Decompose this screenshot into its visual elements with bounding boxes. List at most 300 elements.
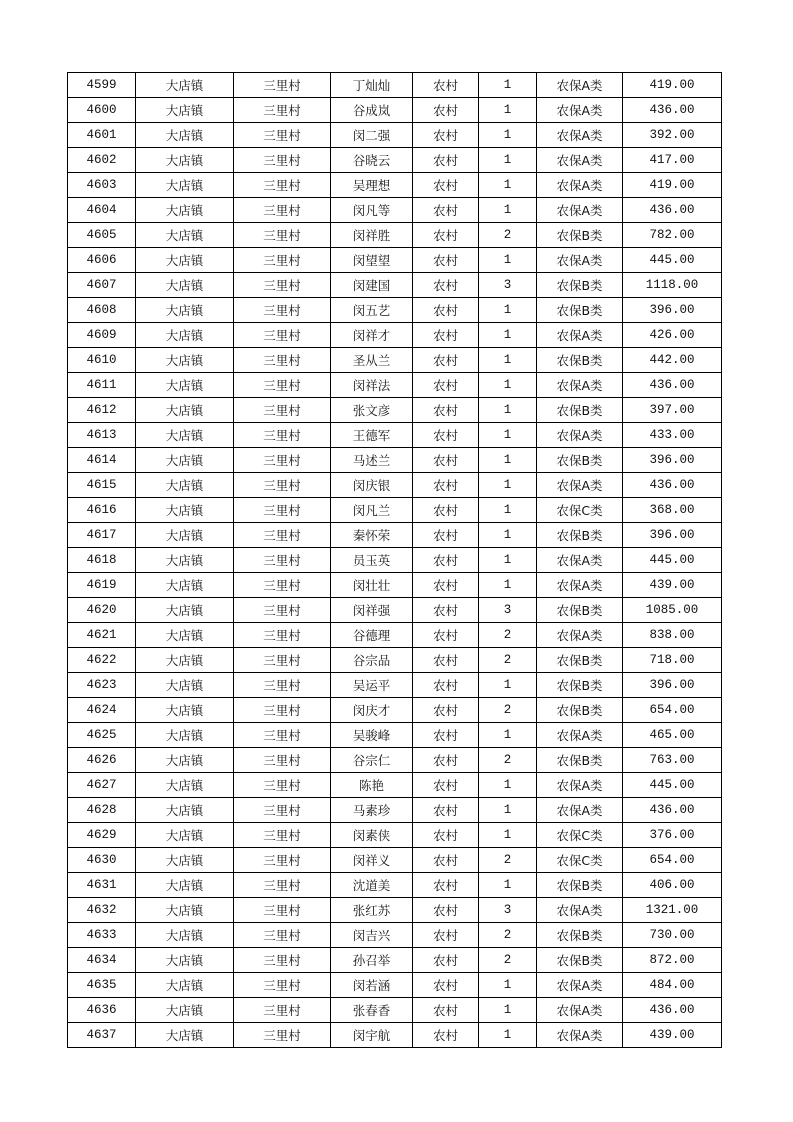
residence-type-cell: 农村 xyxy=(413,373,479,398)
person-name-cell: 闵祥才 xyxy=(331,323,413,348)
table-row xyxy=(68,348,722,373)
person-name-cell: 圣从兰 xyxy=(331,348,413,373)
person-name-cell: 吴骏峰 xyxy=(331,723,413,748)
row-number-cell: 4609 xyxy=(68,323,136,348)
table-row xyxy=(68,473,722,498)
amount-cell: 838.00 xyxy=(623,623,722,648)
household-size-cell: 1 xyxy=(479,723,537,748)
person-name-cell: 张春香 xyxy=(331,998,413,1023)
village-cell: 三里村 xyxy=(234,923,331,948)
amount-cell: 396.00 xyxy=(623,448,722,473)
insurance-category-cell: 农保B类 xyxy=(537,748,623,773)
household-size-cell: 2 xyxy=(479,223,537,248)
person-name-cell: 谷成岚 xyxy=(331,98,413,123)
person-name-cell: 闵素侠 xyxy=(331,823,413,848)
row-number-cell: 4632 xyxy=(68,898,136,923)
insurance-category-cell: 农保A类 xyxy=(537,148,623,173)
town-cell: 大店镇 xyxy=(136,898,234,923)
insurance-category-cell: 农保C类 xyxy=(537,823,623,848)
village-cell: 三里村 xyxy=(234,648,331,673)
town-cell: 大店镇 xyxy=(136,448,234,473)
village-cell: 三里村 xyxy=(234,823,331,848)
amount-cell: 396.00 xyxy=(623,523,722,548)
town-cell: 大店镇 xyxy=(136,1023,234,1048)
household-size-cell: 3 xyxy=(479,598,537,623)
residence-type-cell: 农村 xyxy=(413,573,479,598)
household-size-cell: 1 xyxy=(479,248,537,273)
amount-cell: 445.00 xyxy=(623,248,722,273)
amount-cell: 436.00 xyxy=(623,798,722,823)
village-cell: 三里村 xyxy=(234,198,331,223)
amount-cell: 406.00 xyxy=(623,873,722,898)
person-name-cell: 闵吉兴 xyxy=(331,923,413,948)
row-number-cell: 4633 xyxy=(68,923,136,948)
person-name-cell: 闵祥法 xyxy=(331,373,413,398)
residence-type-cell: 农村 xyxy=(413,173,479,198)
household-size-cell: 2 xyxy=(479,848,537,873)
amount-cell: 433.00 xyxy=(623,423,722,448)
row-number-cell: 4631 xyxy=(68,873,136,898)
insurance-category-cell: 农保A类 xyxy=(537,248,623,273)
table-row xyxy=(68,698,722,723)
town-cell: 大店镇 xyxy=(136,398,234,423)
row-number-cell: 4614 xyxy=(68,448,136,473)
residence-type-cell: 农村 xyxy=(413,448,479,473)
insurance-category-cell: 农保B类 xyxy=(537,448,623,473)
row-number-cell: 4618 xyxy=(68,548,136,573)
table-row xyxy=(68,498,722,523)
village-cell: 三里村 xyxy=(234,173,331,198)
household-size-cell: 3 xyxy=(479,273,537,298)
table-row xyxy=(68,373,722,398)
table-row xyxy=(68,548,722,573)
row-number-cell: 4625 xyxy=(68,723,136,748)
row-number-cell: 4613 xyxy=(68,423,136,448)
town-cell: 大店镇 xyxy=(136,423,234,448)
row-number-cell: 4622 xyxy=(68,648,136,673)
row-number-cell: 4626 xyxy=(68,748,136,773)
row-number-cell: 4627 xyxy=(68,773,136,798)
household-size-cell: 2 xyxy=(479,698,537,723)
row-number-cell: 4620 xyxy=(68,598,136,623)
town-cell: 大店镇 xyxy=(136,798,234,823)
residence-type-cell: 农村 xyxy=(413,523,479,548)
insurance-category-cell: 农保A类 xyxy=(537,198,623,223)
insurance-category-cell: 农保A类 xyxy=(537,323,623,348)
amount-cell: 436.00 xyxy=(623,198,722,223)
amount-cell: 1118.00 xyxy=(623,273,722,298)
insurance-category-cell: 农保A类 xyxy=(537,773,623,798)
table-row xyxy=(68,448,722,473)
row-number-cell: 4601 xyxy=(68,123,136,148)
residence-type-cell: 农村 xyxy=(413,98,479,123)
household-size-cell: 1 xyxy=(479,573,537,598)
person-name-cell: 马素珍 xyxy=(331,798,413,823)
person-name-cell: 张红苏 xyxy=(331,898,413,923)
household-size-cell: 1 xyxy=(479,398,537,423)
town-cell: 大店镇 xyxy=(136,273,234,298)
insurance-category-cell: 农保A类 xyxy=(537,798,623,823)
insurance-category-cell: 农保B类 xyxy=(537,598,623,623)
table-row xyxy=(68,273,722,298)
town-cell: 大店镇 xyxy=(136,823,234,848)
amount-cell: 376.00 xyxy=(623,823,722,848)
amount-cell: 442.00 xyxy=(623,348,722,373)
table-row xyxy=(68,198,722,223)
table-row xyxy=(68,873,722,898)
table-row xyxy=(68,123,722,148)
insurance-category-cell: 农保B类 xyxy=(537,873,623,898)
table-row xyxy=(68,773,722,798)
town-cell: 大店镇 xyxy=(136,248,234,273)
household-size-cell: 1 xyxy=(479,448,537,473)
table-row xyxy=(68,98,722,123)
row-number-cell: 4610 xyxy=(68,348,136,373)
household-size-cell: 1 xyxy=(479,323,537,348)
village-cell: 三里村 xyxy=(234,998,331,1023)
insurance-category-cell: 农保A类 xyxy=(537,998,623,1023)
residence-type-cell: 农村 xyxy=(413,398,479,423)
person-name-cell: 马述兰 xyxy=(331,448,413,473)
household-size-cell: 1 xyxy=(479,173,537,198)
household-size-cell: 1 xyxy=(479,73,537,98)
household-size-cell: 1 xyxy=(479,823,537,848)
person-name-cell: 闵若涵 xyxy=(331,973,413,998)
household-size-cell: 1 xyxy=(479,498,537,523)
residence-type-cell: 农村 xyxy=(413,148,479,173)
person-name-cell: 闵望望 xyxy=(331,248,413,273)
village-cell: 三里村 xyxy=(234,673,331,698)
insurance-category-cell: 农保B类 xyxy=(537,523,623,548)
village-cell: 三里村 xyxy=(234,698,331,723)
town-cell: 大店镇 xyxy=(136,648,234,673)
household-size-cell: 1 xyxy=(479,148,537,173)
town-cell: 大店镇 xyxy=(136,773,234,798)
person-name-cell: 闵庆银 xyxy=(331,473,413,498)
town-cell: 大店镇 xyxy=(136,523,234,548)
village-cell: 三里村 xyxy=(234,273,331,298)
amount-cell: 436.00 xyxy=(623,98,722,123)
person-name-cell: 闵凡等 xyxy=(331,198,413,223)
residence-type-cell: 农村 xyxy=(413,198,479,223)
residence-type-cell: 农村 xyxy=(413,73,479,98)
amount-cell: 730.00 xyxy=(623,923,722,948)
table-row xyxy=(68,973,722,998)
table-row xyxy=(68,73,722,98)
person-name-cell: 闵建国 xyxy=(331,273,413,298)
person-name-cell: 员玉英 xyxy=(331,548,413,573)
village-cell: 三里村 xyxy=(234,623,331,648)
residence-type-cell: 农村 xyxy=(413,998,479,1023)
town-cell: 大店镇 xyxy=(136,973,234,998)
allowance-table xyxy=(67,72,722,1048)
amount-cell: 1321.00 xyxy=(623,898,722,923)
village-cell: 三里村 xyxy=(234,473,331,498)
person-name-cell: 沈道美 xyxy=(331,873,413,898)
table-row xyxy=(68,598,722,623)
village-cell: 三里村 xyxy=(234,148,331,173)
amount-cell: 392.00 xyxy=(623,123,722,148)
row-number-cell: 4619 xyxy=(68,573,136,598)
residence-type-cell: 农村 xyxy=(413,348,479,373)
row-number-cell: 4635 xyxy=(68,973,136,998)
town-cell: 大店镇 xyxy=(136,723,234,748)
table-row xyxy=(68,223,722,248)
row-number-cell: 4600 xyxy=(68,98,136,123)
row-number-cell: 4603 xyxy=(68,173,136,198)
amount-cell: 654.00 xyxy=(623,848,722,873)
row-number-cell: 4615 xyxy=(68,473,136,498)
village-cell: 三里村 xyxy=(234,548,331,573)
town-cell: 大店镇 xyxy=(136,323,234,348)
table-row xyxy=(68,298,722,323)
household-size-cell: 1 xyxy=(479,773,537,798)
household-size-cell: 1 xyxy=(479,673,537,698)
town-cell: 大店镇 xyxy=(136,573,234,598)
amount-cell: 445.00 xyxy=(623,773,722,798)
row-number-cell: 4616 xyxy=(68,498,136,523)
household-size-cell: 1 xyxy=(479,523,537,548)
village-cell: 三里村 xyxy=(234,398,331,423)
town-cell: 大店镇 xyxy=(136,848,234,873)
insurance-category-cell: 农保A类 xyxy=(537,573,623,598)
table-row xyxy=(68,398,722,423)
household-size-cell: 1 xyxy=(479,298,537,323)
amount-cell: 419.00 xyxy=(623,73,722,98)
insurance-category-cell: 农保B类 xyxy=(537,273,623,298)
table-row xyxy=(68,673,722,698)
row-number-cell: 4608 xyxy=(68,298,136,323)
town-cell: 大店镇 xyxy=(136,498,234,523)
village-cell: 三里村 xyxy=(234,948,331,973)
town-cell: 大店镇 xyxy=(136,598,234,623)
row-number-cell: 4611 xyxy=(68,373,136,398)
row-number-cell: 4599 xyxy=(68,73,136,98)
insurance-category-cell: 农保B类 xyxy=(537,398,623,423)
amount-cell: 396.00 xyxy=(623,298,722,323)
amount-cell: 439.00 xyxy=(623,573,722,598)
row-number-cell: 4624 xyxy=(68,698,136,723)
amount-cell: 436.00 xyxy=(623,998,722,1023)
person-name-cell: 谷宗仁 xyxy=(331,748,413,773)
table-row xyxy=(68,948,722,973)
village-cell: 三里村 xyxy=(234,873,331,898)
amount-cell: 872.00 xyxy=(623,948,722,973)
household-size-cell: 1 xyxy=(479,873,537,898)
amount-cell: 782.00 xyxy=(623,223,722,248)
village-cell: 三里村 xyxy=(234,373,331,398)
amount-cell: 436.00 xyxy=(623,473,722,498)
person-name-cell: 闵五艺 xyxy=(331,298,413,323)
insurance-category-cell: 农保C类 xyxy=(537,498,623,523)
household-size-cell: 1 xyxy=(479,1023,537,1048)
town-cell: 大店镇 xyxy=(136,873,234,898)
table-row xyxy=(68,1023,722,1048)
residence-type-cell: 农村 xyxy=(413,673,479,698)
village-cell: 三里村 xyxy=(234,73,331,98)
amount-cell: 445.00 xyxy=(623,548,722,573)
village-cell: 三里村 xyxy=(234,498,331,523)
table-row xyxy=(68,823,722,848)
table-row xyxy=(68,648,722,673)
town-cell: 大店镇 xyxy=(136,373,234,398)
village-cell: 三里村 xyxy=(234,798,331,823)
insurance-category-cell: 农保C类 xyxy=(537,848,623,873)
residence-type-cell: 农村 xyxy=(413,123,479,148)
village-cell: 三里村 xyxy=(234,898,331,923)
residence-type-cell: 农村 xyxy=(413,273,479,298)
table-row xyxy=(68,923,722,948)
row-number-cell: 4605 xyxy=(68,223,136,248)
town-cell: 大店镇 xyxy=(136,673,234,698)
household-size-cell: 2 xyxy=(479,748,537,773)
village-cell: 三里村 xyxy=(234,523,331,548)
household-size-cell: 1 xyxy=(479,98,537,123)
residence-type-cell: 农村 xyxy=(413,1023,479,1048)
amount-cell: 654.00 xyxy=(623,698,722,723)
household-size-cell: 2 xyxy=(479,648,537,673)
table-row xyxy=(68,723,722,748)
insurance-category-cell: 农保A类 xyxy=(537,723,623,748)
household-size-cell: 1 xyxy=(479,348,537,373)
village-cell: 三里村 xyxy=(234,448,331,473)
village-cell: 三里村 xyxy=(234,323,331,348)
residence-type-cell: 农村 xyxy=(413,323,479,348)
village-cell: 三里村 xyxy=(234,848,331,873)
row-number-cell: 4602 xyxy=(68,148,136,173)
person-name-cell: 王德军 xyxy=(331,423,413,448)
household-size-cell: 1 xyxy=(479,373,537,398)
insurance-category-cell: 农保B类 xyxy=(537,948,623,973)
residence-type-cell: 农村 xyxy=(413,598,479,623)
amount-cell: 465.00 xyxy=(623,723,722,748)
residence-type-cell: 农村 xyxy=(413,248,479,273)
town-cell: 大店镇 xyxy=(136,698,234,723)
table-row xyxy=(68,898,722,923)
insurance-category-cell: 农保B类 xyxy=(537,348,623,373)
person-name-cell: 陈艳 xyxy=(331,773,413,798)
household-size-cell: 3 xyxy=(479,898,537,923)
person-name-cell: 闵祥强 xyxy=(331,598,413,623)
row-number-cell: 4621 xyxy=(68,623,136,648)
household-size-cell: 1 xyxy=(479,473,537,498)
household-size-cell: 2 xyxy=(479,923,537,948)
person-name-cell: 张文彦 xyxy=(331,398,413,423)
row-number-cell: 4636 xyxy=(68,998,136,1023)
table-row xyxy=(68,573,722,598)
village-cell: 三里村 xyxy=(234,123,331,148)
insurance-category-cell: 农保A类 xyxy=(537,98,623,123)
person-name-cell: 闵祥胜 xyxy=(331,223,413,248)
person-name-cell: 孙召举 xyxy=(331,948,413,973)
insurance-category-cell: 农保A类 xyxy=(537,373,623,398)
residence-type-cell: 农村 xyxy=(413,698,479,723)
town-cell: 大店镇 xyxy=(136,623,234,648)
household-size-cell: 1 xyxy=(479,198,537,223)
town-cell: 大店镇 xyxy=(136,548,234,573)
household-size-cell: 1 xyxy=(479,548,537,573)
amount-cell: 484.00 xyxy=(623,973,722,998)
residence-type-cell: 农村 xyxy=(413,923,479,948)
amount-cell: 397.00 xyxy=(623,398,722,423)
insurance-category-cell: 农保B类 xyxy=(537,648,623,673)
residence-type-cell: 农村 xyxy=(413,748,479,773)
residence-type-cell: 农村 xyxy=(413,623,479,648)
insurance-category-cell: 农保B类 xyxy=(537,698,623,723)
household-size-cell: 1 xyxy=(479,423,537,448)
row-number-cell: 4628 xyxy=(68,798,136,823)
town-cell: 大店镇 xyxy=(136,998,234,1023)
person-name-cell: 谷宗品 xyxy=(331,648,413,673)
household-size-cell: 1 xyxy=(479,123,537,148)
insurance-category-cell: 农保A类 xyxy=(537,548,623,573)
row-number-cell: 4630 xyxy=(68,848,136,873)
table-row xyxy=(68,998,722,1023)
amount-cell: 368.00 xyxy=(623,498,722,523)
insurance-category-cell: 农保B类 xyxy=(537,923,623,948)
residence-type-cell: 农村 xyxy=(413,948,479,973)
person-name-cell: 闵凡兰 xyxy=(331,498,413,523)
residence-type-cell: 农村 xyxy=(413,723,479,748)
village-cell: 三里村 xyxy=(234,1023,331,1048)
residence-type-cell: 农村 xyxy=(413,898,479,923)
amount-cell: 1085.00 xyxy=(623,598,722,623)
row-number-cell: 4607 xyxy=(68,273,136,298)
insurance-category-cell: 农保A类 xyxy=(537,423,623,448)
town-cell: 大店镇 xyxy=(136,98,234,123)
table-row xyxy=(68,848,722,873)
village-cell: 三里村 xyxy=(234,248,331,273)
residence-type-cell: 农村 xyxy=(413,298,479,323)
residence-type-cell: 农村 xyxy=(413,648,479,673)
row-number-cell: 4623 xyxy=(68,673,136,698)
row-number-cell: 4604 xyxy=(68,198,136,223)
village-cell: 三里村 xyxy=(234,973,331,998)
amount-cell: 436.00 xyxy=(623,373,722,398)
person-name-cell: 秦怀荣 xyxy=(331,523,413,548)
village-cell: 三里村 xyxy=(234,98,331,123)
table-row xyxy=(68,798,722,823)
row-number-cell: 4634 xyxy=(68,948,136,973)
person-name-cell: 吴运平 xyxy=(331,673,413,698)
insurance-category-cell: 农保A类 xyxy=(537,73,623,98)
residence-type-cell: 农村 xyxy=(413,773,479,798)
table-row xyxy=(68,523,722,548)
amount-cell: 439.00 xyxy=(623,1023,722,1048)
village-cell: 三里村 xyxy=(234,773,331,798)
residence-type-cell: 农村 xyxy=(413,223,479,248)
insurance-category-cell: 农保A类 xyxy=(537,1023,623,1048)
insurance-category-cell: 农保A类 xyxy=(537,623,623,648)
town-cell: 大店镇 xyxy=(136,948,234,973)
person-name-cell: 谷德理 xyxy=(331,623,413,648)
insurance-category-cell: 农保A类 xyxy=(537,898,623,923)
household-size-cell: 1 xyxy=(479,798,537,823)
town-cell: 大店镇 xyxy=(136,748,234,773)
village-cell: 三里村 xyxy=(234,423,331,448)
table-row xyxy=(68,423,722,448)
town-cell: 大店镇 xyxy=(136,298,234,323)
village-cell: 三里村 xyxy=(234,573,331,598)
insurance-category-cell: 农保A类 xyxy=(537,173,623,198)
table-row xyxy=(68,323,722,348)
residence-type-cell: 农村 xyxy=(413,423,479,448)
household-size-cell: 1 xyxy=(479,973,537,998)
table-row xyxy=(68,173,722,198)
row-number-cell: 4617 xyxy=(68,523,136,548)
amount-cell: 426.00 xyxy=(623,323,722,348)
table-row xyxy=(68,248,722,273)
